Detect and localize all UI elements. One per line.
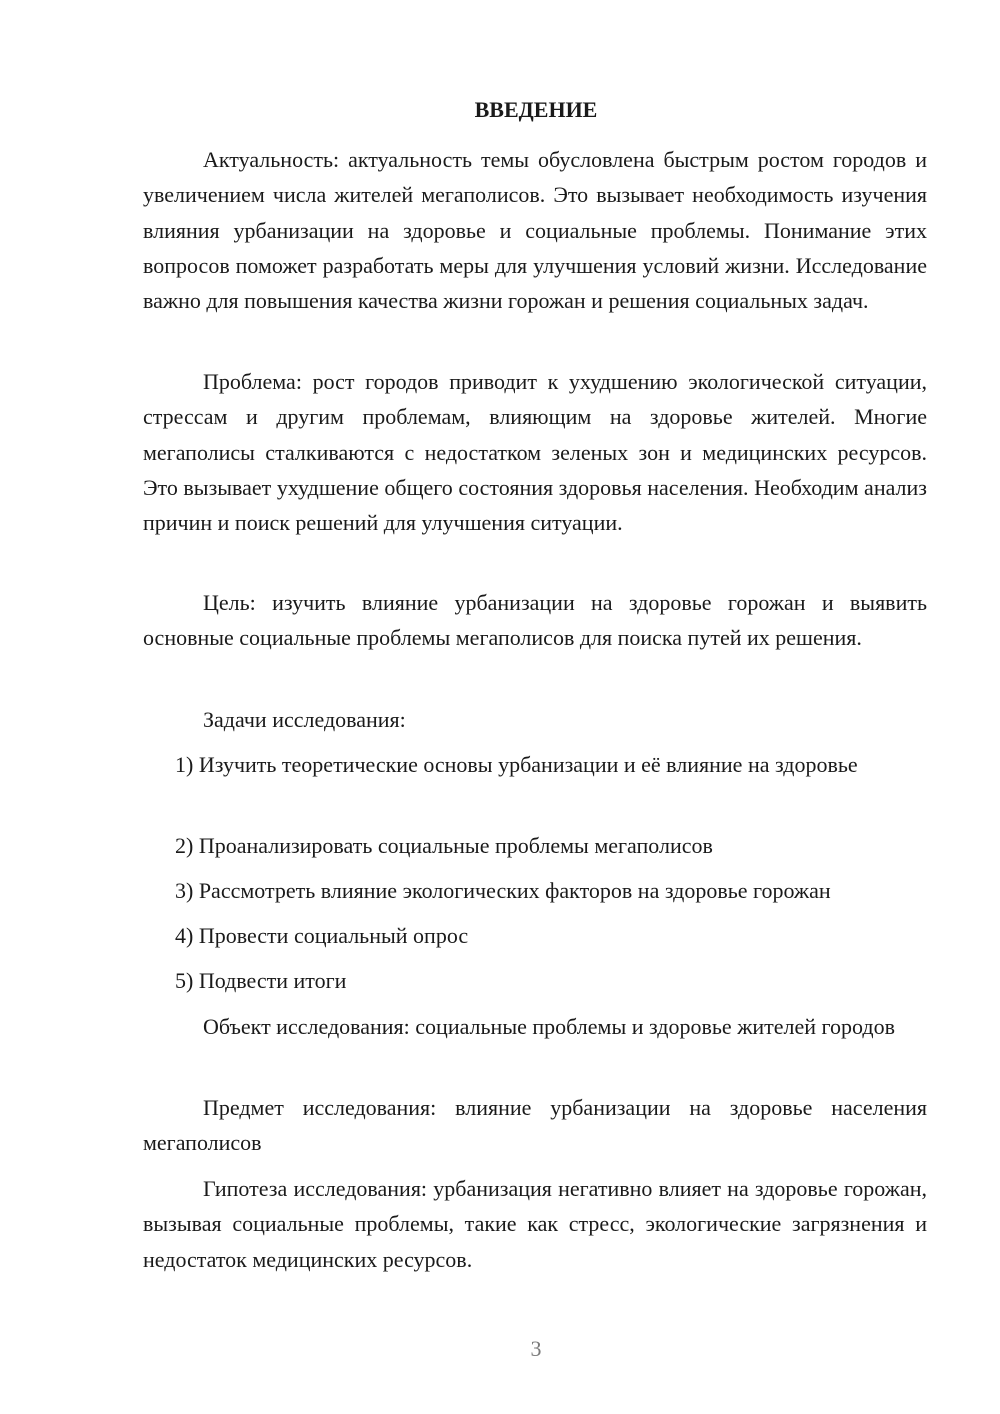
task-item-5: 5) Подвести итоги (175, 968, 347, 993)
task-item-4: 4) Провести социальный опрос (175, 923, 469, 948)
task-item-3: 3) Рассмотреть влияние экологических факторов на здоровье горожан (175, 878, 831, 903)
paragraph-relevance: Актуальность: актуальность темы обусловлена быстрым ростом городов и увеличением числа жителей мегаполисов. Это вызывает необходимость изучения влияния урбанизации на здоровье и социальные проблемы. Понимание этих вопросов поможет разработать меры для улучшения условий жизни. Исследование важно для повышения качества жизни горожан и решения социальных задач. (143, 147, 927, 314)
tasks-intro: Задачи исследования: (203, 707, 406, 732)
paragraph-problem: Проблема: рост городов приводит к ухудшению экологической ситуации, стрессам и другим проблемам, влияющим на здоровье жителей. Многие мегаполисы сталкиваются с недостатком зеленых зон и медицинских ресурсов. Это вызывает ухудшение общего состояния здоровья населения. Необходим анализ причин и поиск решений для улучшения ситуации. (143, 369, 927, 536)
task-item-1: 1) Изучить теоретические основы урбанизации и её влияние на здоровье (175, 752, 858, 777)
paragraph-object: Объект исследования: социальные проблемы и здоровье жителей городов (203, 1014, 895, 1039)
paragraph-subject: Предмет исследования: влияние урбанизации на здоровье населения мегаполисов (143, 1095, 927, 1156)
page-number: 3 (530, 1336, 542, 1361)
paragraph-hypothesis: Гипотеза исследования: урбанизация негативно влияет на здоровье горожан, вызывая социальные проблемы, такие как стресс, экологические загрязнения и недостаток медицинских ресурсов. (143, 1176, 927, 1272)
section-heading: ВВЕДЕНИЕ (474, 97, 598, 122)
task-item-2: 2) Проанализировать социальные проблемы мегаполисов (175, 833, 713, 858)
paragraph-goal: Цель: изучить влияние урбанизации на здоровье горожан и выявить основные социальные проблемы мегаполисов для поиска путей их решения. (143, 590, 927, 651)
